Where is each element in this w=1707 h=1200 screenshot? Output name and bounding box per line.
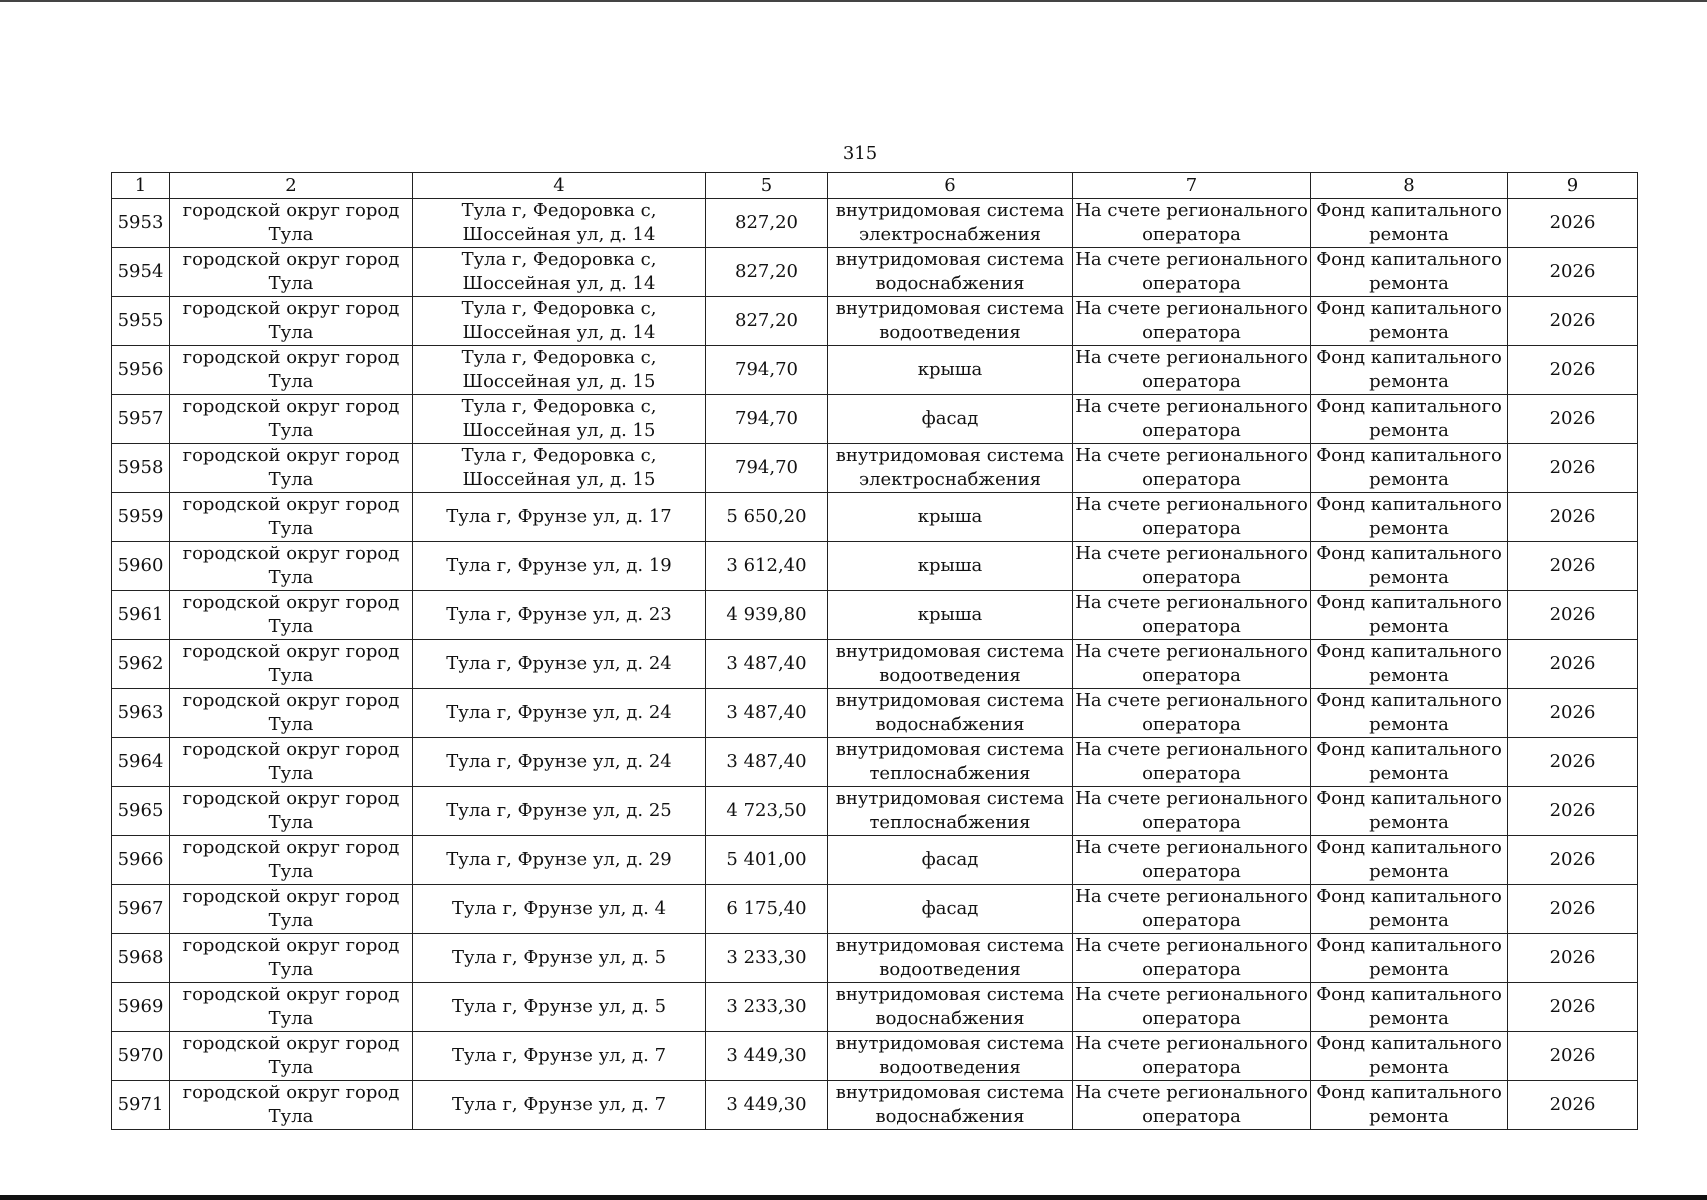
year-cell: 2026 bbox=[1508, 199, 1638, 248]
address-cell: Тула г, Фрунзе ул, д. 24 bbox=[413, 689, 706, 738]
funding-source-cell: Фонд капитального ремонта bbox=[1311, 1032, 1508, 1081]
row-number-cell: 5960 bbox=[112, 542, 170, 591]
row-number-cell: 5967 bbox=[112, 885, 170, 934]
municipality-cell: городской округ город Тула bbox=[170, 297, 413, 346]
municipality-cell: городской округ город Тула bbox=[170, 689, 413, 738]
municipality-cell: городской округ город Тула bbox=[170, 787, 413, 836]
address-cell: Тула г, Федоровка с, Шоссейная ул, д. 14 bbox=[413, 199, 706, 248]
address-cell: Тула г, Фрунзе ул, д. 24 bbox=[413, 640, 706, 689]
repair-element-cell: внутридомовая система водоотведения bbox=[828, 297, 1073, 346]
table-row bbox=[112, 1081, 1638, 1130]
row-number-cell: 5953 bbox=[112, 199, 170, 248]
row-number-cell: 5964 bbox=[112, 738, 170, 787]
account-type-cell: На счете регионального оператора bbox=[1073, 346, 1311, 395]
repair-element-cell: фасад bbox=[828, 836, 1073, 885]
row-number-cell: 5961 bbox=[112, 591, 170, 640]
account-type-cell: На счете регионального оператора bbox=[1073, 444, 1311, 493]
table-row bbox=[112, 885, 1638, 934]
funding-source-cell: Фонд капитального ремонта bbox=[1311, 444, 1508, 493]
year-cell: 2026 bbox=[1508, 444, 1638, 493]
capital-repair-table bbox=[111, 172, 1638, 1130]
address-cell: Тула г, Фрунзе ул, д. 24 bbox=[413, 738, 706, 787]
municipality-cell: городской округ город Тула bbox=[170, 591, 413, 640]
repair-element-cell: внутридомовая система водоснабжения bbox=[828, 1081, 1073, 1130]
funding-source-cell: Фонд капитального ремонта bbox=[1311, 983, 1508, 1032]
funding-source-cell: Фонд капитального ремонта bbox=[1311, 885, 1508, 934]
area-cell: 794,70 bbox=[706, 346, 828, 395]
year-cell: 2026 bbox=[1508, 640, 1638, 689]
funding-source-cell: Фонд капитального ремонта bbox=[1311, 395, 1508, 444]
municipality-cell: городской округ город Тула bbox=[170, 934, 413, 983]
municipality-cell: городской округ город Тула bbox=[170, 983, 413, 1032]
address-cell: Тула г, Федоровка с, Шоссейная ул, д. 14 bbox=[413, 248, 706, 297]
municipality-cell: городской округ город Тула bbox=[170, 199, 413, 248]
repair-element-cell: внутридомовая система теплоснабжения bbox=[828, 738, 1073, 787]
funding-source-cell: Фонд капитального ремонта bbox=[1311, 346, 1508, 395]
funding-source-cell: Фонд капитального ремонта bbox=[1311, 1081, 1508, 1130]
repair-element-cell: внутридомовая система электроснабжения bbox=[828, 199, 1073, 248]
column-header: 5 bbox=[706, 173, 828, 199]
year-cell: 2026 bbox=[1508, 542, 1638, 591]
address-cell: Тула г, Федоровка с, Шоссейная ул, д. 15 bbox=[413, 395, 706, 444]
account-type-cell: На счете регионального оператора bbox=[1073, 934, 1311, 983]
row-number-cell: 5958 bbox=[112, 444, 170, 493]
column-header: 7 bbox=[1073, 173, 1311, 199]
table-row bbox=[112, 689, 1638, 738]
year-cell: 2026 bbox=[1508, 885, 1638, 934]
area-cell: 827,20 bbox=[706, 248, 828, 297]
funding-source-cell: Фонд капитального ремонта bbox=[1311, 591, 1508, 640]
funding-source-cell: Фонд капитального ремонта bbox=[1311, 199, 1508, 248]
table-row bbox=[112, 591, 1638, 640]
address-cell: Тула г, Фрунзе ул, д. 29 bbox=[413, 836, 706, 885]
year-cell: 2026 bbox=[1508, 248, 1638, 297]
repair-element-cell: внутридомовая система водоснабжения bbox=[828, 983, 1073, 1032]
account-type-cell: На счете регионального оператора bbox=[1073, 248, 1311, 297]
address-cell: Тула г, Фрунзе ул, д. 7 bbox=[413, 1081, 706, 1130]
funding-source-cell: Фонд капитального ремонта bbox=[1311, 248, 1508, 297]
table-row bbox=[112, 297, 1638, 346]
funding-source-cell: Фонд капитального ремонта bbox=[1311, 493, 1508, 542]
row-number-cell: 5956 bbox=[112, 346, 170, 395]
account-type-cell: На счете регионального оператора bbox=[1073, 787, 1311, 836]
row-number-cell: 5971 bbox=[112, 1081, 170, 1130]
funding-source-cell: Фонд капитального ремонта bbox=[1311, 297, 1508, 346]
row-number-cell: 5966 bbox=[112, 836, 170, 885]
address-cell: Тула г, Федоровка с, Шоссейная ул, д. 14 bbox=[413, 297, 706, 346]
table-row bbox=[112, 787, 1638, 836]
address-cell: Тула г, Федоровка с, Шоссейная ул, д. 15 bbox=[413, 444, 706, 493]
account-type-cell: На счете регионального оператора bbox=[1073, 689, 1311, 738]
municipality-cell: городской округ город Тула bbox=[170, 885, 413, 934]
address-cell: Тула г, Фрунзе ул, д. 25 bbox=[413, 787, 706, 836]
account-type-cell: На счете регионального оператора bbox=[1073, 493, 1311, 542]
row-number-cell: 5969 bbox=[112, 983, 170, 1032]
funding-source-cell: Фонд капитального ремонта bbox=[1311, 934, 1508, 983]
repair-element-cell: внутридомовая система водоснабжения bbox=[828, 689, 1073, 738]
funding-source-cell: Фонд капитального ремонта bbox=[1311, 542, 1508, 591]
column-header: 4 bbox=[413, 173, 706, 199]
repair-element-cell: фасад bbox=[828, 885, 1073, 934]
row-number-cell: 5954 bbox=[112, 248, 170, 297]
area-cell: 5 650,20 bbox=[706, 493, 828, 542]
funding-source-cell: Фонд капитального ремонта bbox=[1311, 787, 1508, 836]
address-cell: Тула г, Фрунзе ул, д. 4 bbox=[413, 885, 706, 934]
year-cell: 2026 bbox=[1508, 836, 1638, 885]
area-cell: 4 723,50 bbox=[706, 787, 828, 836]
account-type-cell: На счете регионального оператора bbox=[1073, 542, 1311, 591]
account-type-cell: На счете регионального оператора bbox=[1073, 395, 1311, 444]
municipality-cell: городской округ город Тула bbox=[170, 1081, 413, 1130]
table-row bbox=[112, 983, 1638, 1032]
table-row bbox=[112, 395, 1638, 444]
account-type-cell: На счете регионального оператора bbox=[1073, 640, 1311, 689]
funding-source-cell: Фонд капитального ремонта bbox=[1311, 689, 1508, 738]
repair-element-cell: внутридомовая система водоотведения bbox=[828, 934, 1073, 983]
table-header-row bbox=[112, 173, 1638, 199]
municipality-cell: городской округ город Тула bbox=[170, 1032, 413, 1081]
repair-element-cell: внутридомовая система водоотведения bbox=[828, 640, 1073, 689]
account-type-cell: На счете регионального оператора bbox=[1073, 738, 1311, 787]
row-number-cell: 5957 bbox=[112, 395, 170, 444]
row-number-cell: 5955 bbox=[112, 297, 170, 346]
area-cell: 794,70 bbox=[706, 444, 828, 493]
area-cell: 827,20 bbox=[706, 297, 828, 346]
table-row bbox=[112, 934, 1638, 983]
repair-element-cell: крыша bbox=[828, 346, 1073, 395]
table-row bbox=[112, 640, 1638, 689]
funding-source-cell: Фонд капитального ремонта bbox=[1311, 640, 1508, 689]
account-type-cell: На счете регионального оператора bbox=[1073, 836, 1311, 885]
row-number-cell: 5968 bbox=[112, 934, 170, 983]
repair-element-cell: крыша bbox=[828, 493, 1073, 542]
table-row bbox=[112, 738, 1638, 787]
address-cell: Тула г, Фрунзе ул, д. 17 bbox=[413, 493, 706, 542]
municipality-cell: городской округ город Тула bbox=[170, 444, 413, 493]
year-cell: 2026 bbox=[1508, 934, 1638, 983]
row-number-cell: 5970 bbox=[112, 1032, 170, 1081]
account-type-cell: На счете регионального оператора bbox=[1073, 1032, 1311, 1081]
area-cell: 5 401,00 bbox=[706, 836, 828, 885]
municipality-cell: городской округ город Тула bbox=[170, 836, 413, 885]
area-cell: 6 175,40 bbox=[706, 885, 828, 934]
address-cell: Тула г, Фрунзе ул, д. 5 bbox=[413, 983, 706, 1032]
account-type-cell: На счете регионального оператора bbox=[1073, 983, 1311, 1032]
municipality-cell: городской округ город Тула bbox=[170, 493, 413, 542]
column-header: 9 bbox=[1508, 173, 1638, 199]
municipality-cell: городской округ город Тула bbox=[170, 542, 413, 591]
funding-source-cell: Фонд капитального ремонта bbox=[1311, 836, 1508, 885]
table-row bbox=[112, 493, 1638, 542]
address-cell: Тула г, Федоровка с, Шоссейная ул, д. 15 bbox=[413, 346, 706, 395]
top-scan-border bbox=[0, 0, 1707, 2]
table-row bbox=[112, 542, 1638, 591]
column-header: 2 bbox=[170, 173, 413, 199]
municipality-cell: городской округ город Тула bbox=[170, 640, 413, 689]
year-cell: 2026 bbox=[1508, 983, 1638, 1032]
repair-element-cell: внутридомовая система электроснабжения bbox=[828, 444, 1073, 493]
account-type-cell: На счете регионального оператора bbox=[1073, 885, 1311, 934]
address-cell: Тула г, Фрунзе ул, д. 19 bbox=[413, 542, 706, 591]
account-type-cell: На счете регионального оператора bbox=[1073, 591, 1311, 640]
repair-element-cell: фасад bbox=[828, 395, 1073, 444]
column-header: 8 bbox=[1311, 173, 1508, 199]
address-cell: Тула г, Фрунзе ул, д. 5 bbox=[413, 934, 706, 983]
municipality-cell: городской округ город Тула bbox=[170, 346, 413, 395]
repair-element-cell: крыша bbox=[828, 591, 1073, 640]
row-number-cell: 5963 bbox=[112, 689, 170, 738]
year-cell: 2026 bbox=[1508, 1081, 1638, 1130]
repair-element-cell: внутридомовая система водоснабжения bbox=[828, 248, 1073, 297]
account-type-cell: На счете регионального оператора bbox=[1073, 1081, 1311, 1130]
area-cell: 3 233,30 bbox=[706, 934, 828, 983]
area-cell: 4 939,80 bbox=[706, 591, 828, 640]
year-cell: 2026 bbox=[1508, 738, 1638, 787]
area-cell: 3 487,40 bbox=[706, 738, 828, 787]
repair-element-cell: внутридомовая система теплоснабжения bbox=[828, 787, 1073, 836]
account-type-cell: На счете регионального оператора bbox=[1073, 297, 1311, 346]
area-cell: 3 449,30 bbox=[706, 1081, 828, 1130]
year-cell: 2026 bbox=[1508, 787, 1638, 836]
column-header: 6 bbox=[828, 173, 1073, 199]
funding-source-cell: Фонд капитального ремонта bbox=[1311, 738, 1508, 787]
year-cell: 2026 bbox=[1508, 1032, 1638, 1081]
repair-element-cell: внутридомовая система водоотведения bbox=[828, 1032, 1073, 1081]
area-cell: 794,70 bbox=[706, 395, 828, 444]
table-row bbox=[112, 1032, 1638, 1081]
row-number-cell: 5959 bbox=[112, 493, 170, 542]
table-row bbox=[112, 199, 1638, 248]
municipality-cell: городской округ город Тула bbox=[170, 738, 413, 787]
table-row bbox=[112, 836, 1638, 885]
bottom-scan-border bbox=[0, 1195, 1707, 1200]
table-row bbox=[112, 444, 1638, 493]
year-cell: 2026 bbox=[1508, 346, 1638, 395]
area-cell: 827,20 bbox=[706, 199, 828, 248]
table-row bbox=[112, 346, 1638, 395]
area-cell: 3 233,30 bbox=[706, 983, 828, 1032]
address-cell: Тула г, Фрунзе ул, д. 7 bbox=[413, 1032, 706, 1081]
year-cell: 2026 bbox=[1508, 395, 1638, 444]
year-cell: 2026 bbox=[1508, 689, 1638, 738]
repair-element-cell: крыша bbox=[828, 542, 1073, 591]
row-number-cell: 5965 bbox=[112, 787, 170, 836]
area-cell: 3 487,40 bbox=[706, 689, 828, 738]
year-cell: 2026 bbox=[1508, 591, 1638, 640]
area-cell: 3 487,40 bbox=[706, 640, 828, 689]
municipality-cell: городской округ город Тула bbox=[170, 395, 413, 444]
area-cell: 3 612,40 bbox=[706, 542, 828, 591]
year-cell: 2026 bbox=[1508, 297, 1638, 346]
year-cell: 2026 bbox=[1508, 493, 1638, 542]
table-row bbox=[112, 248, 1638, 297]
account-type-cell: На счете регионального оператора bbox=[1073, 199, 1311, 248]
area-cell: 3 449,30 bbox=[706, 1032, 828, 1081]
address-cell: Тула г, Фрунзе ул, д. 23 bbox=[413, 591, 706, 640]
municipality-cell: городской округ город Тула bbox=[170, 248, 413, 297]
page-number: 315 bbox=[842, 143, 878, 164]
row-number-cell: 5962 bbox=[112, 640, 170, 689]
column-header: 1 bbox=[112, 173, 170, 199]
